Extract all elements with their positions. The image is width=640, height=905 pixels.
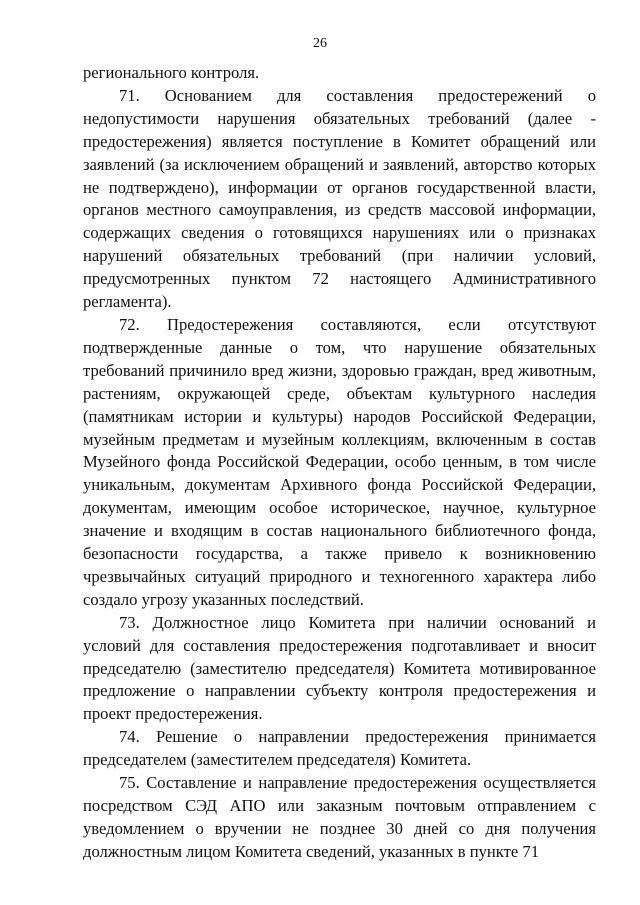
document-body [83, 62, 596, 864]
paragraph-73: 73. Должностное лицо Комитета при наличии оснований и условий для составления предостережения подготавливает и вносит председателю (заместителю председателя) Комитета мотивированное предложение о направлении субъекту контроля предостережения и проект предостережения. [83, 612, 596, 724]
paragraph-74: 74. Решение о направлении предостережения принимается председателем (заместителем председателя) Комитета. [83, 727, 596, 770]
paragraph-continuation: регионального контроля. [83, 63, 260, 82]
paragraph-71: 71. Основанием для составления предостережений о недопустимости нарушения обязательных требований (далее - предостережения) является поступление в Комитет обращений или заявлений (за исключением обращений и заявлений, авторство которых не подтверждено), информации от органов государственной власти, органов местного самоуправления, из средств массовой информации, содержащих сведения о готовящихся нарушениях или о признаках нарушений обязательных требований (при наличии условий, предусмотренных пунктом 72 настоящего Административного регламента). [83, 85, 596, 312]
paragraph-75: 75. Составление и направление предостережения осуществляется посредством СЭД АПО или заказным почтовым отправлением с уведомлением о вручении не позднее 30 дней со дня получения должностным лицом Комитета сведений, указанных в пункте 71 [83, 773, 596, 861]
paragraph-72: 72. Предостережения составляются, если отсутствуют подтвержденные данные о том, что нарушение обязательных требований причинило вред жизни, здоровью граждан, вред животным, растениям, окружающей среде, объектам культурного наследия (памятникам истории и культуры) народов Российской Федерации, музейным предметам и музейным коллекциям, включенным в состав Музейного фонда Российской Федерации, особо ценным, в том числе уникальным, документам Архивного фонда Российской Федерации, документам, имеющим особое историческое, научное, культурное значение и входящим в состав национального библиотечного фонда, безопасности государства, а также привело к возникновению чрезвычайных ситуаций природного и техногенного характера либо создало угрозу указанных последствий. [83, 314, 596, 609]
page-number: 26 [313, 36, 327, 51]
